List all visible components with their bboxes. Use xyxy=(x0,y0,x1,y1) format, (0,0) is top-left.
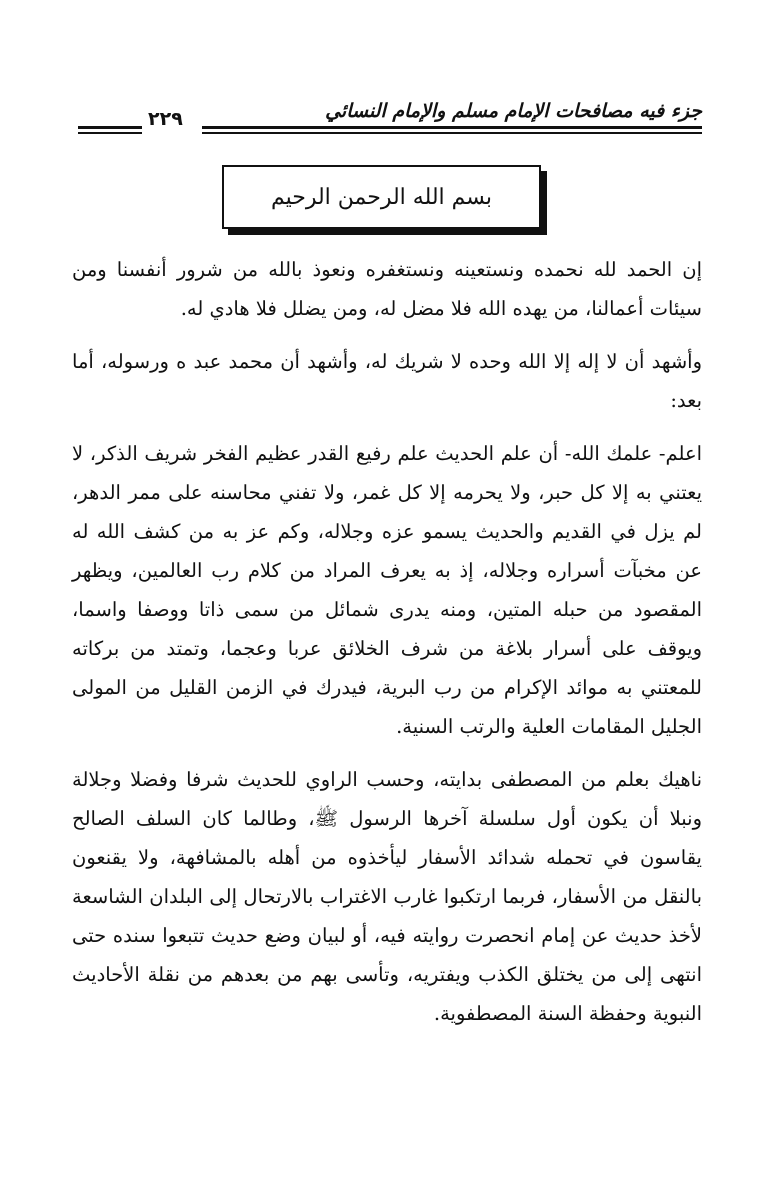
header-rule-left-thin xyxy=(78,132,142,134)
running-title: جزء فيه مصافحات الإمام مسلم والإمام النسائي xyxy=(325,100,702,122)
paragraph-narrators: ناهيك بعلم من المصطفى بدايته، وحسب الراوي للحديث شرفا وفضلا وجلالة ونبلا أن يكون أول سلسلة آخرها الرسول ﷺ، وطالما كان السلف الصالح يقاسون في تحمله شدائد الأسفار ليأخذوه من أهله بالمشافهة، ولا يقنعون بالنقل من الأسفار، فربما ارتكبوا غارب الاغتراب بالارتحال إلى البلدان الشاسعة لأخذ حديث عن إمام انحصرت روايته فيه، أو لبيان وضع حديث تتبعوا سنده حتى انتهى إلى من يختلق الكذب ويفتريه، وتأسى بهم من بعدهم من نقلة الأحاديث النبوية وحفظة السنة المصطفوية. xyxy=(72,768,702,1025)
header-rule-right xyxy=(202,126,702,129)
page-header xyxy=(72,98,702,138)
paragraph-opening-praise: إن الحمد لله نحمده ونستعينه ونستغفره ونعوذ بالله من شرور أنفسنا ومن سيئات أعمالنا، من يهده الله فلا مضل له، ومن يضلل فلا هادي له. xyxy=(72,258,702,320)
header-rule-left xyxy=(78,126,142,129)
paragraph-hadith-science: اعلم- علمك الله- أن علم الحديث علم رفيع القدر عظيم الفخر شريف الذكر، لا يعتني به إلا كل حبر، ولا يحرمه إلا كل غمر، ولا تفني محاسنه على ممر الدهر، لم يزل في القديم والحديث يسمو عزه وجلاله، وكم عز به من كشف الله له عن مخبآت أسراره وجلاله، إذ به يعرف المراد من كلام رب العالمين، ويظهر المقصود من حبله المتين، ومنه يدرى شمائل من سمى ذاتا ووصفا واسما، ويوقف على أسرار بلاغة من شرف الخلائق عربا وعجما، وتمتد من بركاته للمعتني به موائد الإكرام من رب البرية، فيدرك في الزمن القليل من المولى الجليل المقامات العلية والرتب السنية. xyxy=(72,442,702,738)
main-text xyxy=(72,250,702,1047)
header-rule-right-thin xyxy=(202,132,702,134)
paragraph-testimony: وأشهد أن لا إله إلا الله وحده لا شريك له، وأشهد أن محمد عبد ه ورسوله، أما بعد: xyxy=(72,350,702,412)
basmala-text: بسم الله الرحمن الرحيم xyxy=(270,184,493,210)
page-number: ٢٢٩ xyxy=(148,108,183,130)
basmala-frame xyxy=(222,165,541,229)
